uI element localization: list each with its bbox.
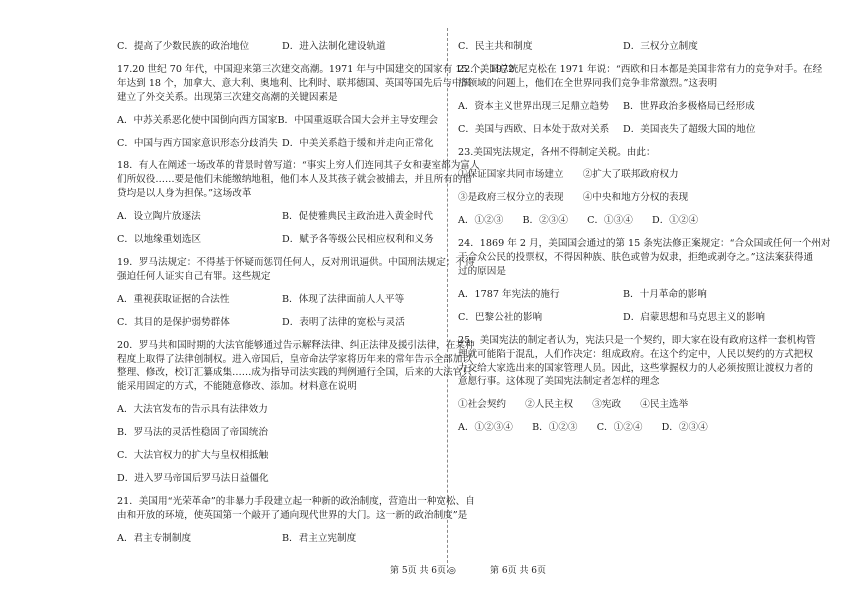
q21-options-cd bbox=[458, 40, 782, 54]
q17-stem-line: 建立了外交关系。出现第三次建交高潮的关键因素是 bbox=[117, 91, 338, 103]
q25-stem-line: 理就可能陷于混乱，人们作决定：组成政府。在这个约定中，人民以契约的方式把权 bbox=[458, 348, 813, 360]
question-19 bbox=[117, 256, 475, 330]
binding-circle-icon: ◎ bbox=[448, 566, 456, 576]
q24-stem-line: 24．1869 年 2 月，美国国会通过的第 15 条宪法修正案规定：“合众国或任何一个州对 bbox=[458, 238, 831, 250]
q25-stem-line: 力交给大家选出来的国家管理人员。因此，这些掌握权力的人必须按照让渡权力者的 bbox=[458, 362, 813, 374]
q20-stem-line: 程度上取得了法律创制权。进入帝国后，皇帝命法学家将历年来的常年告示全部加以 bbox=[117, 353, 472, 365]
q17-option-c: C．中国与西方国家意识形态分歧消失 bbox=[117, 137, 278, 149]
q20-stem-line: 能采用固定的方式，不能随意修改、添加。材料意在说明 bbox=[117, 381, 357, 393]
q22-option-a: A．资本主义世界出现三足鼎立趋势 bbox=[458, 100, 609, 112]
q23-items-line: ①保证国家共同市场建立 ②扩大了联邦政府权力 bbox=[458, 169, 679, 181]
question-21 bbox=[117, 495, 475, 546]
q24-stem-line: 过的原因是 bbox=[458, 265, 506, 277]
q23-stem-line: 23.美国宪法规定，各州不得制定关税。由此： bbox=[458, 146, 656, 158]
q19-option-b: B．体现了法律面前人人平等 bbox=[282, 293, 405, 305]
q17-option-d: D．中美关系趋于缓和并走向正常化 bbox=[282, 137, 434, 149]
q21-option-a: A．君主专制制度 bbox=[117, 532, 192, 544]
q19-option-d: D．表明了法律的宽松与灵活 bbox=[282, 316, 405, 328]
q21-option-b: B．君主立宪制度 bbox=[282, 532, 357, 544]
q20-option-a: A．大法官发布的告示具有法律效力 bbox=[117, 404, 268, 416]
q20-option-d: D．进入罗马帝国后罗马法日益僵化 bbox=[117, 472, 269, 484]
q16-option-d: D．进入法制化建设轨道 bbox=[282, 41, 386, 52]
q22-option-d: D．美国丧失了超级大国的地位 bbox=[623, 123, 756, 135]
question-24 bbox=[458, 237, 831, 325]
q24-option-c: C．巴黎公社的影响 bbox=[458, 311, 543, 323]
page-number-right: 第 6页 共 6页 bbox=[490, 566, 547, 576]
q18-option-d: D．赋予各等级公民相应权利和义务 bbox=[282, 234, 434, 246]
question-23 bbox=[458, 146, 782, 229]
q19-option-a: A．重视获取证据的合法性 bbox=[117, 293, 230, 305]
q19-stem-line: 19．罗马法规定：不得基于怀疑而惩罚任何人，反对刑讯逼供。中国刑法规定：不得 bbox=[117, 256, 475, 268]
q18-stem-line: 贷均是以人身为担保。”这场改革 bbox=[117, 188, 252, 200]
q18-option-c: C．以地缘重划选区 bbox=[117, 234, 202, 246]
q17-stem-line: 17.20 世纪 70 年代，中国迎来第三次建交高潮。1971 年与中国建交的国家有 15 个，1972 bbox=[117, 63, 515, 75]
q20-option-c: C．大法官权力的扩大与皇权相抵触 bbox=[117, 450, 269, 462]
q24-option-a: A．1787 年宪法的施行 bbox=[458, 288, 560, 300]
q20-stem-line: 20．罗马共和国时期的大法官能够通过告示解释法律、纠正法律及援引法律，在某种 bbox=[117, 339, 475, 351]
q17-option-a: A．中苏关系恶化使中国倒向西方国家 bbox=[117, 114, 278, 126]
q22-option-b: B．世界政治多极格局已经形成 bbox=[623, 100, 755, 112]
question-25 bbox=[458, 334, 816, 435]
question-18 bbox=[117, 159, 480, 247]
q22-stem-line: 济领域的问题上，他们在全世界同我们竞争非常激烈。”这表明 bbox=[458, 77, 718, 89]
q25-stem-line: 25．美国宪法的制定者认为，宪法只是一个契约，即大家在设有政府这样一套机构管 bbox=[458, 334, 816, 346]
q19-option-c: C．其目的是保护弱势群体 bbox=[117, 316, 230, 328]
q21-option-d: D．三权分立制度 bbox=[623, 41, 698, 52]
q20-option-b: B．罗马法的灵活性稳固了帝国统治 bbox=[117, 427, 268, 439]
q18-stem-line: 们所奴役……要是他们未能缴纳地租，他们本人及其孩子就会被捕去，并且所有的借 bbox=[117, 174, 472, 186]
q16-options-cd bbox=[117, 40, 437, 54]
right-page bbox=[458, 40, 831, 435]
q18-option-a: A．设立陶片放逐法 bbox=[117, 211, 201, 223]
page-number-left: 第 5页 共 6页 bbox=[390, 566, 447, 576]
q25-options: A．①②③④ B．①②③ C．①②④ D．②③④ bbox=[458, 422, 708, 434]
q21-option-c: C．民主共和制度 bbox=[458, 41, 533, 52]
q24-option-b: B．十月革命的影响 bbox=[623, 288, 707, 300]
q19-stem-line: 强迫任何人证实自己有罪。这些规定 bbox=[117, 270, 271, 282]
q25-stem-line: 意愿行事。这体现了美国宪法制定者怎样的理念 bbox=[458, 376, 660, 388]
q25-items-line: ①社会契约 ②人民主权 ③宪政 ④民主选举 bbox=[458, 399, 689, 411]
q18-option-b: B．促使雅典民主政治进入黄金时代 bbox=[282, 211, 433, 223]
q24-option-d: D．启蒙思想和马克思主义的影响 bbox=[623, 311, 766, 323]
q18-stem-line: 18．有人在阐述一场改革的背景时曾写道：“事实上穷人们连同其子女和妻室都为富人 bbox=[117, 160, 480, 172]
page-divider bbox=[447, 28, 448, 573]
q22-stem-line: 22．美国总统尼克松在 1971 年说：“西欧和日本都是美国非常有力的竞争对手。在经 bbox=[458, 63, 823, 75]
question-20 bbox=[117, 339, 475, 486]
q23-options: A．①②③ B．②③④ C．①③④ D．①②④ bbox=[458, 215, 699, 227]
question-22 bbox=[458, 63, 823, 137]
q21-stem-line: 由和开放的环境，使英国第一个敲开了通向现代世界的大门。这一新的政治制度”是 bbox=[117, 509, 468, 521]
question-17 bbox=[117, 63, 515, 151]
q20-stem-line: 整理、修改，校订汇纂成集……成为指导司法实践的判例遁行全国，后来的大法官只 bbox=[117, 367, 472, 379]
q23-items-line: ③是政府三权分立的表现 ④中央和地方分权的表现 bbox=[458, 192, 689, 204]
q24-stem-line: 于合众公民的投票权，不得因种族、肤色或曾为奴隶，拒绝或剥夺之。”这法案获得通 bbox=[458, 252, 814, 264]
q17-option-b: B．中国重返联合国大会并主导安理会 bbox=[277, 114, 438, 126]
q17-stem-line: 年达到 18 个，加拿大、意大利、奥地利、比利时、联邦德国、英国等国先后与中国 bbox=[117, 77, 472, 89]
q16-option-c: C．提高了少数民族的政治地位 bbox=[117, 41, 250, 52]
q21-stem-line: 21．美国用“光荣革命”的非暴力手段建立起一种新的政治制度，营造出一种宽松、自 bbox=[117, 495, 475, 507]
q22-option-c: C．美国与西欧、日本处于敌对关系 bbox=[458, 123, 610, 135]
